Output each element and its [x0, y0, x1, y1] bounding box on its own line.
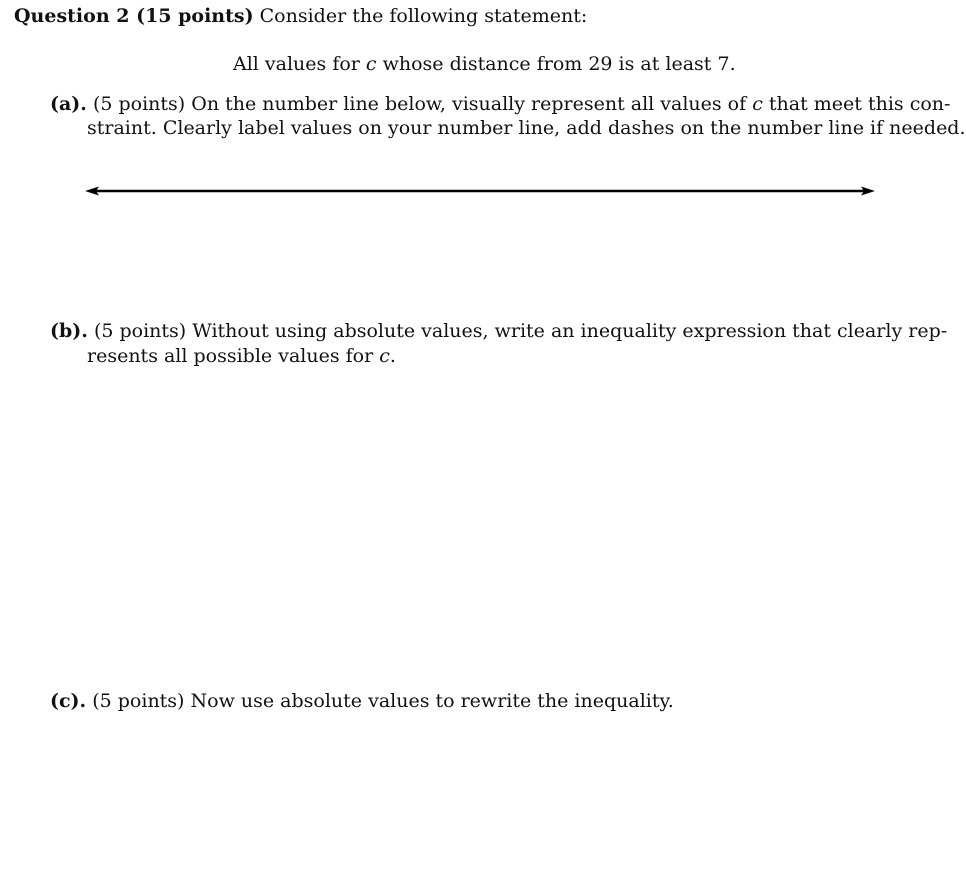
- part-a-points: (5 points): [92, 93, 186, 115]
- part-b-text-2: resents all possible values for: [87, 345, 380, 367]
- part-b-text: Without using absolute values, write an inequality expression that clearly rep-: [192, 320, 948, 342]
- question-intro: Consider the following statement:: [259, 5, 588, 27]
- part-b-line-1: [50, 319, 947, 343]
- statement-variable: c: [365, 53, 377, 75]
- part-b-line-2: [87, 344, 396, 368]
- part-c-answer-space[interactable]: [50, 725, 850, 865]
- part-b-variable: c: [379, 345, 390, 367]
- statement: [233, 52, 736, 76]
- statement-after: whose distance from 29 is at least 7.: [376, 53, 736, 75]
- part-b-points: (5 points): [93, 320, 187, 342]
- part-a-answer-space[interactable]: [50, 215, 850, 305]
- part-a-text: On the number line below, visually represent all values of: [191, 93, 753, 115]
- part-a-line-2: straint. Clearly label values on your number line, add dashes on the number line if needed.: [87, 117, 966, 139]
- question-title: Question 2 (15 points): [14, 5, 254, 27]
- part-c-points: (5 points): [92, 690, 185, 712]
- part-b-text-end: .: [389, 345, 396, 367]
- part-a-variable: c: [752, 93, 763, 115]
- question-header: [14, 4, 587, 28]
- part-a-label: (a).: [50, 93, 87, 115]
- number-line: [85, 183, 875, 199]
- part-c-line-1: [50, 689, 674, 713]
- part-b-answer-space[interactable]: [50, 380, 850, 670]
- part-c-label: (c).: [50, 690, 87, 712]
- part-c-text: Now use absolute values to rewrite the inequality.: [190, 690, 674, 712]
- part-a-line-1: [50, 92, 950, 116]
- statement-before: All values for: [233, 53, 366, 75]
- part-a-text-end: that meet this con-: [762, 93, 951, 115]
- part-b-label: (b).: [50, 320, 88, 342]
